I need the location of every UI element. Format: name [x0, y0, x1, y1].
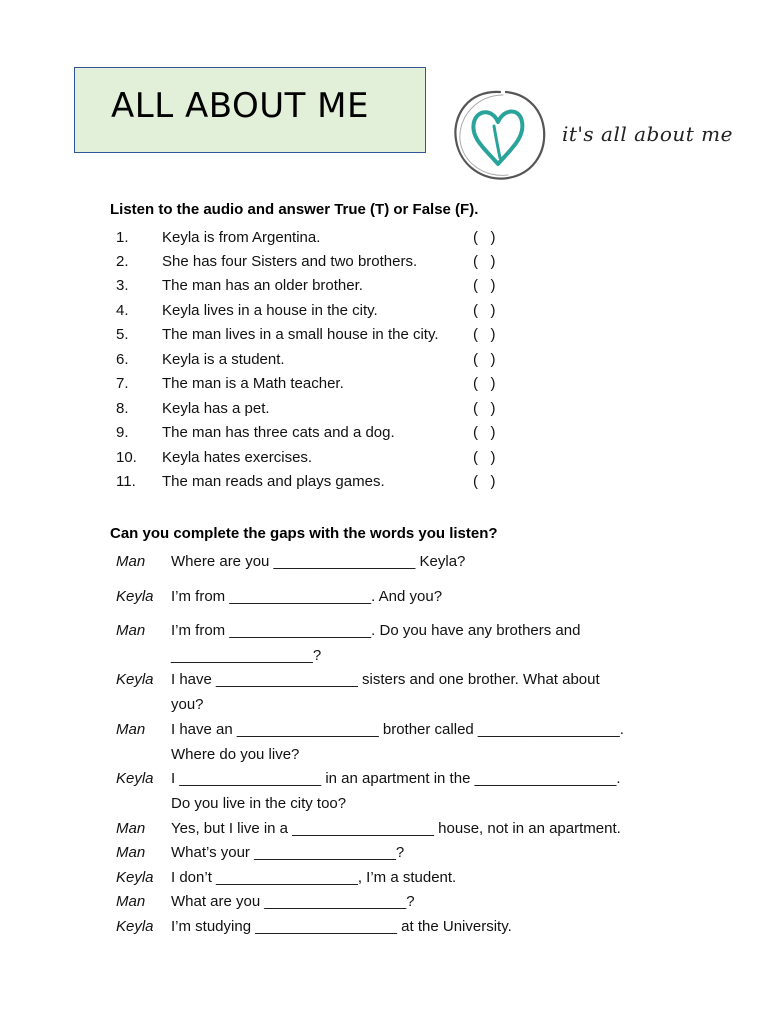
- dialogue-text[interactable]: What’s your _________________?: [171, 844, 405, 861]
- list-item: [110, 424, 510, 446]
- item-text: Keyla is a student.: [162, 351, 285, 368]
- item-number: 1.: [116, 229, 129, 246]
- dialogue-text[interactable]: I’m from _________________. And you?: [171, 588, 443, 605]
- list-item: [110, 375, 510, 397]
- item-text: She has four Sisters and two brothers.: [162, 253, 418, 270]
- speaker-label: Man: [116, 622, 146, 639]
- item-number: 8.: [116, 400, 129, 417]
- speaker-label: Man: [116, 820, 146, 837]
- speaker-label: Keyla: [116, 770, 154, 787]
- dialogue-text[interactable]: Where are you _________________ Keyla?: [171, 553, 466, 570]
- item-text: Keyla lives in a house in the city.: [162, 302, 378, 319]
- speaker-label: Keyla: [116, 918, 154, 935]
- speaker-label: Man: [116, 893, 146, 910]
- title-box: [74, 67, 426, 153]
- answer-blank[interactable]: ( ): [473, 253, 496, 270]
- answer-blank[interactable]: ( ): [473, 400, 496, 417]
- dialogue-text[interactable]: I have _________________ sisters and one brother. What about: [171, 671, 600, 688]
- item-text: Keyla is from Argentina.: [162, 229, 321, 246]
- list-item: [110, 400, 510, 422]
- item-text: The man has three cats and a dog.: [162, 424, 395, 441]
- dialogue-text[interactable]: Yes, but I live in a _________________ house, not in an apartment.: [171, 820, 621, 837]
- answer-blank[interactable]: ( ): [473, 424, 496, 441]
- item-text: The man has an older brother.: [162, 277, 363, 294]
- dialogue-text[interactable]: I’m studying _________________ at the University.: [171, 918, 512, 935]
- answer-blank[interactable]: ( ): [473, 277, 496, 294]
- list-item: [110, 473, 510, 495]
- item-number: 10.: [116, 449, 137, 466]
- item-text: Keyla has a pet.: [162, 400, 270, 417]
- dialogue-text[interactable]: I’m from _________________. Do you have any brothers and: [171, 622, 581, 639]
- item-number: 7.: [116, 375, 129, 392]
- item-number: 9.: [116, 424, 129, 441]
- dialogue-text[interactable]: I have an _________________ brother called _________________.: [171, 721, 624, 738]
- list-item: [110, 302, 510, 324]
- speaker-label: Man: [116, 553, 146, 570]
- dialogue-text: you?: [171, 695, 204, 713]
- answer-blank[interactable]: ( ): [473, 326, 496, 343]
- speaker-label: Man: [116, 844, 146, 861]
- item-text: Keyla hates exercises.: [162, 449, 313, 466]
- dialogue-text: Do you live in the city too?: [171, 794, 347, 812]
- page-title: ALL ABOUT ME: [111, 86, 369, 126]
- speaker-label: Man: [116, 721, 146, 738]
- item-number: 11.: [116, 473, 136, 490]
- answer-blank[interactable]: ( ): [473, 449, 496, 466]
- answer-blank[interactable]: ( ): [473, 473, 496, 490]
- list-item: [110, 351, 510, 373]
- answer-blank[interactable]: ( ): [473, 375, 496, 392]
- list-item: [110, 229, 510, 251]
- logo-text: it's all about me: [562, 122, 733, 146]
- dialogue-text[interactable]: I don’t _________________, I’m a student.: [171, 869, 457, 886]
- speaker-label: Keyla: [116, 588, 154, 605]
- item-text: The man is a Math teacher.: [162, 375, 344, 392]
- heart-icon: [473, 112, 522, 165]
- list-item: [110, 253, 510, 275]
- list-item: [110, 277, 510, 299]
- item-number: 3.: [116, 277, 129, 294]
- section-heading-true-false: Listen to the audio and answer True (T) or False (F).: [110, 201, 479, 218]
- dialogue-text[interactable]: I _________________ in an apartment in the _________________.: [171, 770, 621, 787]
- list-item: [110, 449, 510, 471]
- item-number: 6.: [116, 351, 129, 368]
- item-text: The man reads and plays games.: [162, 473, 385, 490]
- answer-blank[interactable]: ( ): [473, 302, 496, 319]
- speaker-label: Keyla: [116, 869, 154, 886]
- answer-blank[interactable]: ( ): [473, 351, 496, 368]
- item-text: The man lives in a small house in the city.: [162, 326, 439, 343]
- dialogue-text[interactable]: _________________?: [171, 646, 322, 664]
- section-heading-gaps: Can you complete the gaps with the words you listen?: [110, 525, 498, 542]
- logo-circle: [455, 92, 544, 179]
- item-number: 2.: [116, 253, 129, 270]
- speaker-label: Keyla: [116, 671, 154, 688]
- dialogue-text[interactable]: What are you _________________?: [171, 893, 415, 910]
- item-number: 5.: [116, 326, 129, 343]
- dialogue-text: Where do you live?: [171, 745, 300, 763]
- answer-blank[interactable]: ( ): [473, 229, 496, 246]
- list-item: [110, 326, 510, 348]
- item-number: 4.: [116, 302, 129, 319]
